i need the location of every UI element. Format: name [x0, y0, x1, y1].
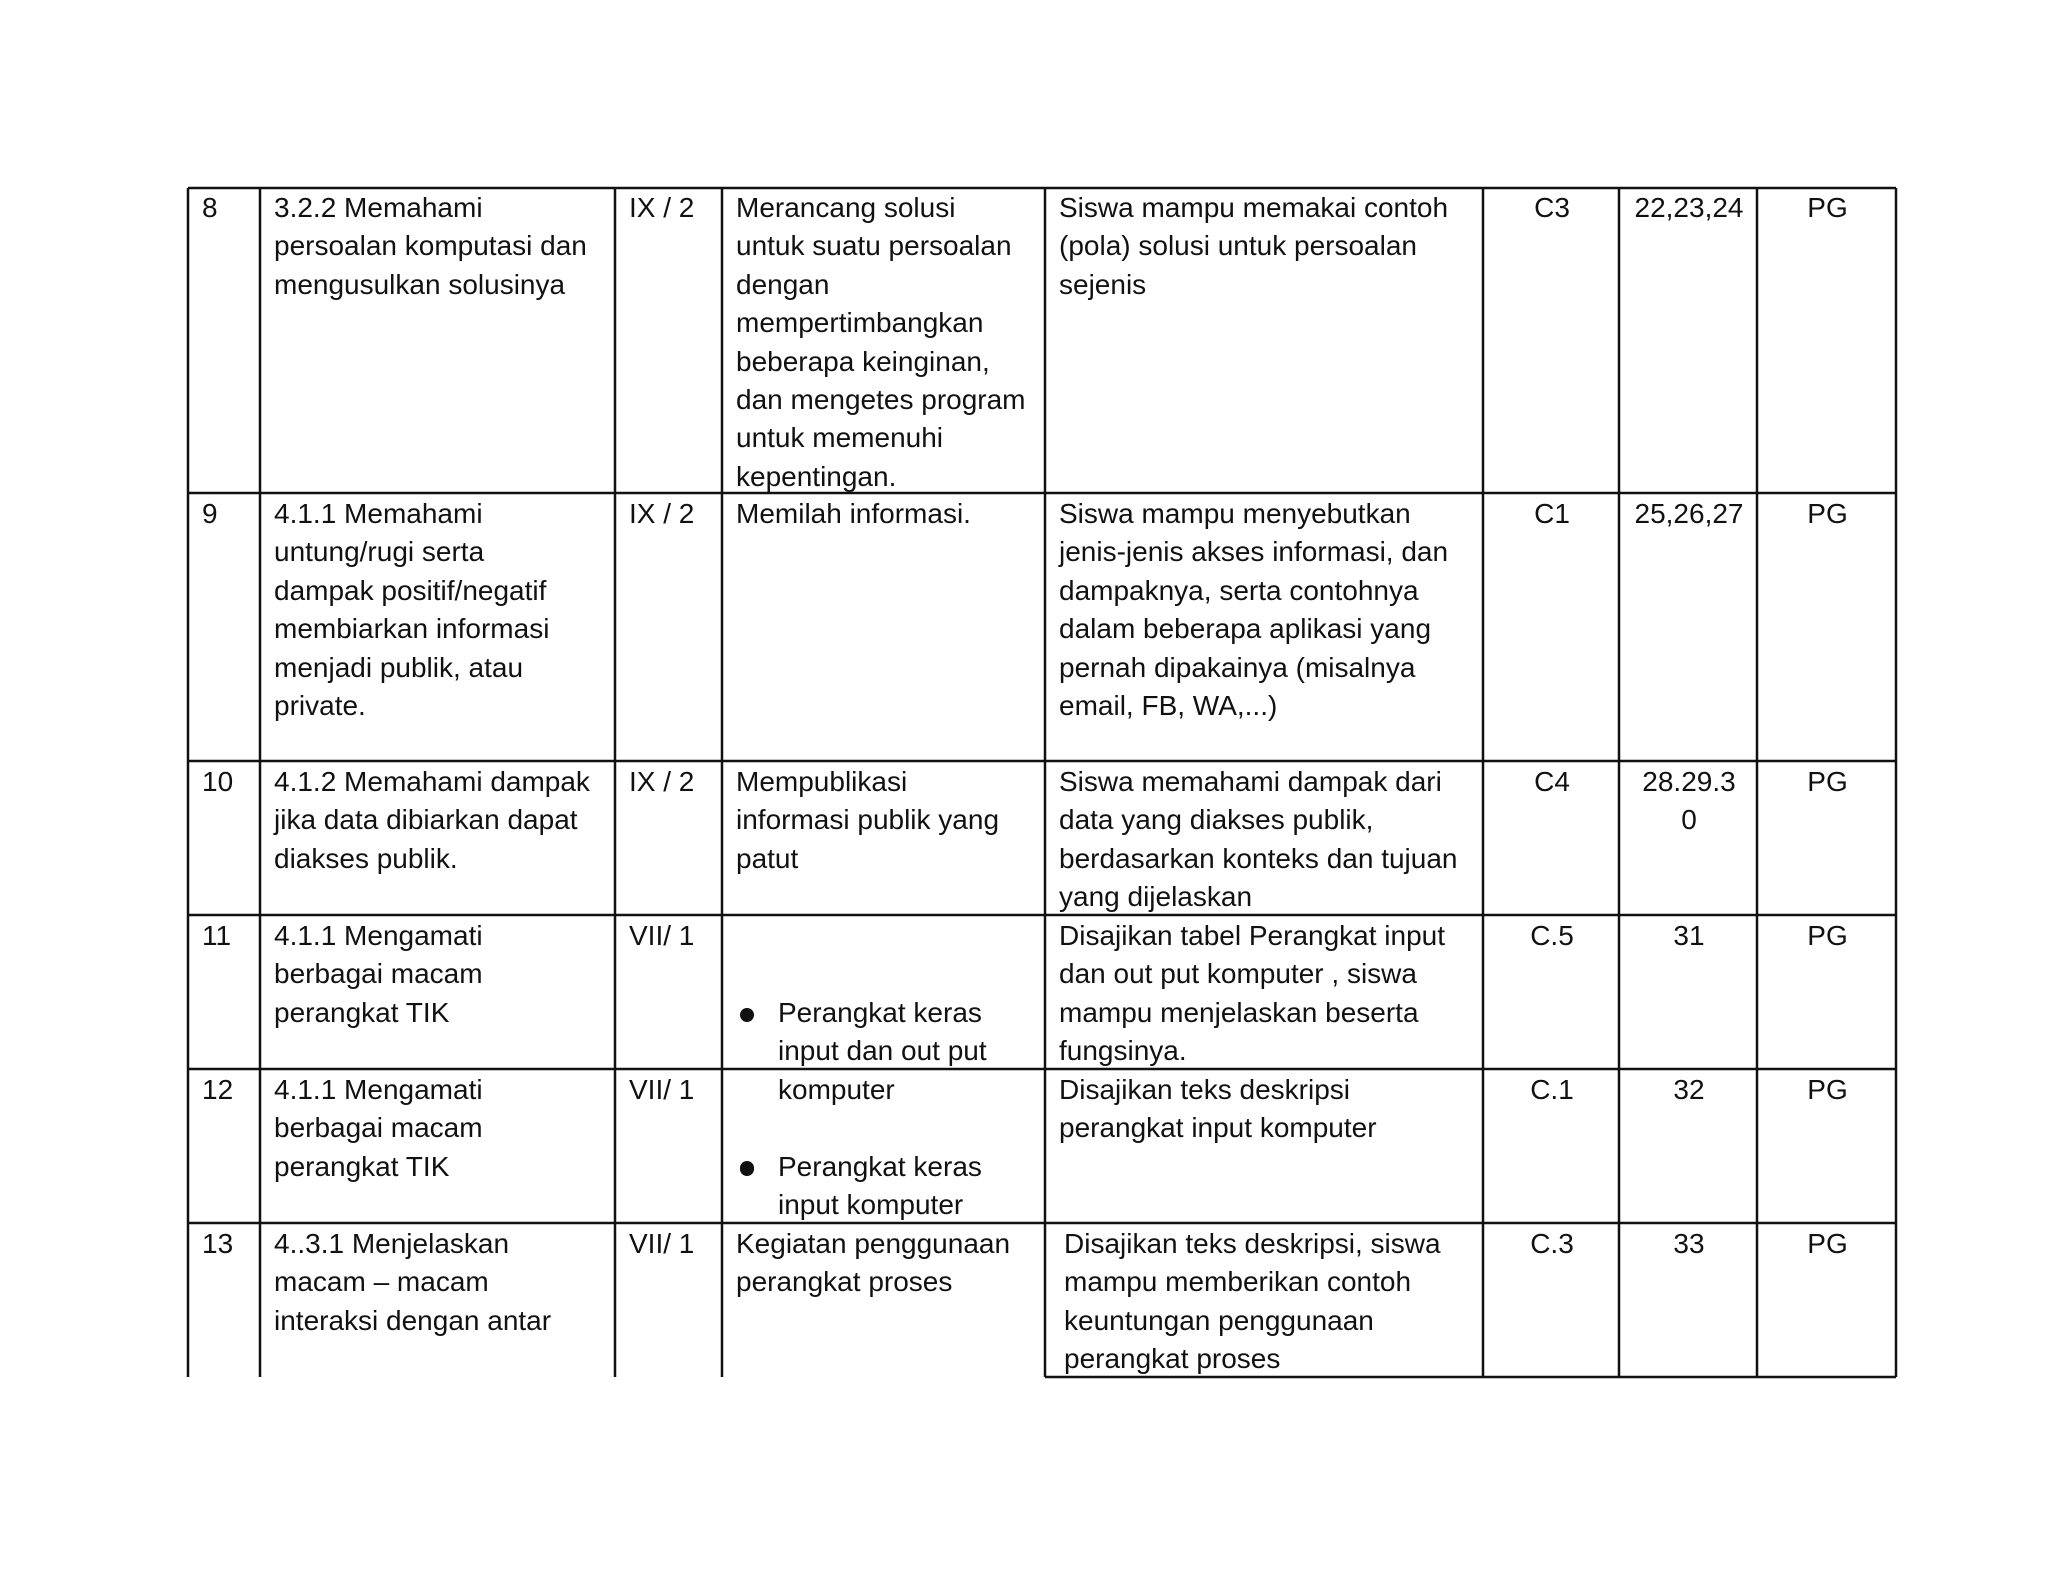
cell-bentuk: PG: [1807, 498, 1848, 529]
cell-kelas: IX / 2: [629, 498, 695, 529]
cell-no: 9: [202, 498, 218, 529]
cell-kompetensi: 4.1.1 Memahami untung/rugi serta dampak positif/negatif membiarkan informasi menjadi publik, atau private.: [274, 498, 550, 722]
cell-kompetensi: 3.2.2 Memahami persoalan komputasi dan mengusulkan solusinya: [274, 192, 587, 300]
cell-kelas: IX / 2: [629, 192, 695, 223]
cell-materi: Merancang solusi untuk suatu persoalan dengan mempertimbangkan beberapa keinginan, dan mengetes program untuk memenuhi kepentingan.: [736, 192, 1026, 492]
cell-level: C3: [1534, 192, 1570, 223]
cell-materi: Mempublikasi informasi publik yang patut: [736, 766, 1000, 874]
cell-indikator: Siswa memahami dampak dari data yang diakses publik, berdasarkan konteks dan tujuan yang dijelaskan: [1059, 766, 1458, 913]
cell-no: 12: [202, 1074, 234, 1105]
cell-kompetensi: 4..3.1 Menjelaskan macam – macam interaksi dengan antar: [274, 1228, 552, 1336]
cell-indikator: Disajikan tabel Perangkat input dan out put komputer , siswa mampu menjelaskan beserta fungsinya.: [1059, 920, 1446, 1067]
cell-kelas: VII/ 1: [629, 1228, 695, 1259]
cell-materi: Memilah informasi.: [736, 498, 971, 529]
list-item: Perangkat keras input dan out put komputer: [736, 994, 1033, 1109]
cell-kelas: VII/ 1: [629, 1074, 695, 1105]
cell-level: C.3: [1530, 1228, 1574, 1259]
cell-level: C.5: [1530, 920, 1574, 951]
cell-bentuk: PG: [1807, 1228, 1848, 1259]
cell-nomor-soal: 25,26,27: [1634, 498, 1744, 529]
cell-nomor-soal: 32: [1673, 1074, 1705, 1105]
cell-bentuk: PG: [1807, 1074, 1848, 1105]
cell-bentuk: PG: [1807, 192, 1848, 223]
cell-indikator: Siswa mampu menyebutkan jenis-jenis akses informasi, dan dampaknya, serta contohnya dalam beberapa aplikasi yang pernah dipakainya (misalnya email, FB, WA,...): [1059, 498, 1449, 722]
cell-no: 10: [202, 766, 234, 797]
list-item: Perangkat keras input komputer: [736, 1148, 1033, 1225]
cell-indikator: Disajikan teks deskripsi, siswa mampu memberikan contoh keuntungan penggunaan perangkat proses: [1064, 1228, 1441, 1375]
cell-level: C1: [1534, 498, 1570, 529]
cell-kelas: IX / 2: [629, 766, 695, 797]
cell-no: 13: [202, 1228, 234, 1259]
cell-nomor-soal: 33: [1673, 1228, 1705, 1259]
cell-no: 11: [202, 920, 232, 951]
cell-kompetensi: 4.1.1 Mengamati berbagai macam perangkat TIK: [274, 920, 483, 1028]
cell-nomor-soal: 28.29.3 0: [1642, 766, 1736, 836]
cell-indikator: Siswa mampu memakai contoh (pola) solusi untuk persoalan sejenis: [1059, 192, 1449, 300]
cell-indikator: Disajikan teks deskripsi perangkat input komputer: [1059, 1074, 1377, 1144]
cell-kompetensi: 4.1.2 Memahami dampak jika data dibiarkan dapat diakses publik.: [274, 766, 590, 874]
cell-nomor-soal: 22,23,24: [1634, 192, 1744, 223]
cell-bentuk: PG: [1807, 920, 1848, 951]
cell-no: 8: [202, 192, 218, 223]
cell-materi: Kegiatan penggunaan perangkat proses: [736, 1228, 1011, 1298]
cell-bentuk: PG: [1807, 766, 1848, 797]
cell-kelas: VII/ 1: [629, 920, 695, 951]
cell-level: C4: [1534, 766, 1570, 797]
cell-level: C.1: [1530, 1074, 1574, 1105]
cell-nomor-soal: 31: [1673, 920, 1705, 951]
cell-kompetensi: 4.1.1 Mengamati berbagai macam perangkat TIK: [274, 1074, 483, 1182]
